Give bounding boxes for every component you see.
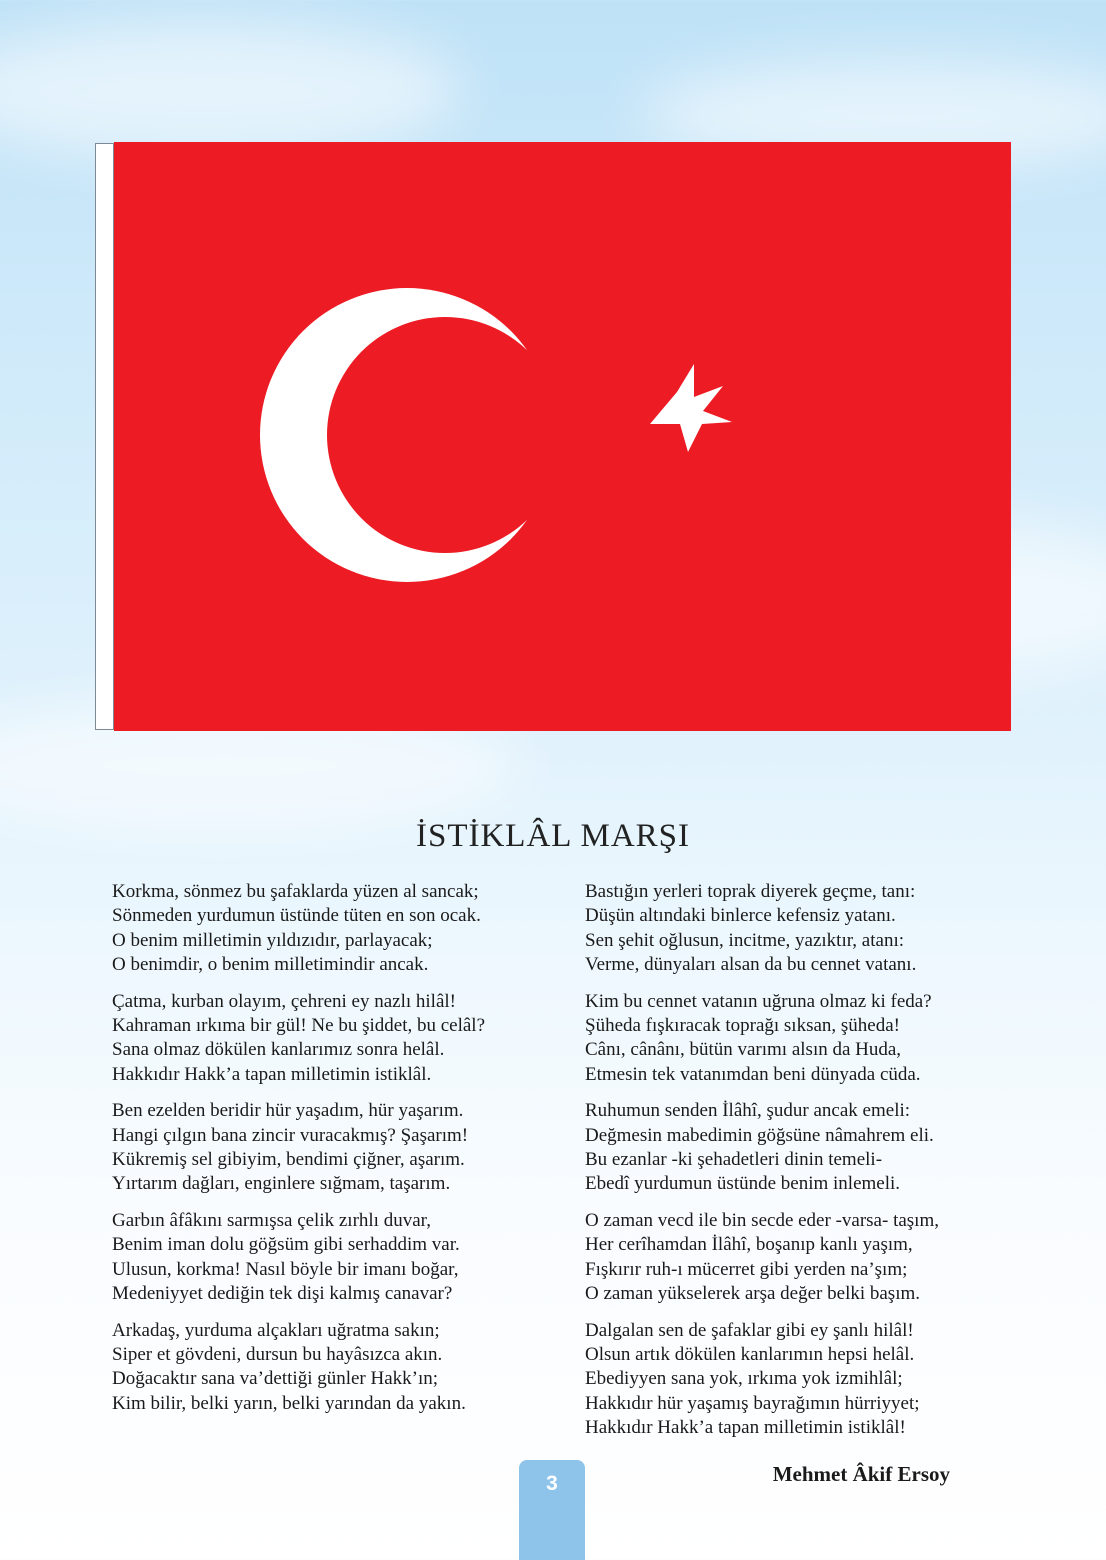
- stanza: [585, 1099, 1055, 1196]
- verse-line: Etmesin tek vatanımdan beni dünyada cüda.: [585, 1063, 921, 1085]
- verse-line: Benim iman dolu göğsüm gibi serhaddim var.: [112, 1234, 460, 1256]
- verse-line: Kükremiş sel gibiyim, bendimi çiğner, aşarım.: [112, 1148, 465, 1170]
- verse-line: O benimdir, o benim milletimindir ancak.: [112, 953, 429, 975]
- verse-line: Hakkıdır Hakk’a tapan milletimin istiklâl!: [585, 1416, 906, 1438]
- verse-line: Doğacaktır sana va’dettiği günler Hakk’ın;: [112, 1368, 439, 1390]
- verse-line: Hangi çılgın bana zincir vuracakmış? Şaşarım!: [112, 1124, 469, 1146]
- verse-line: O zaman yükselerek arşa değer belki başım.: [585, 1282, 921, 1304]
- verse-line: Ebedî yurdumun üstünde benim inlemeli.: [585, 1173, 901, 1195]
- verse-line: Değmesin mabedimin göğsüne nâmahrem eli.: [585, 1124, 934, 1146]
- verse-line: Hakkıdır Hakk’a tapan milletimin istiklâl.: [112, 1063, 432, 1085]
- verse-line: Ulusun, korkma! Nasıl böyle bir imanı boğar,: [112, 1258, 459, 1280]
- verse-line: Olsun artık dökülen kanlarımın hepsi helâl.: [585, 1344, 915, 1366]
- author-name: Mehmet Âkif Ersoy: [772, 1462, 950, 1486]
- page-number-tab: [519, 1460, 585, 1560]
- verse-line: Kahraman ırkıma bir gül! Ne bu şiddet, bu celâl?: [112, 1014, 486, 1036]
- verse-line: Ben ezelden beridir hür yaşadım, hür yaşarım.: [112, 1100, 464, 1122]
- verse-line: Düşün altındaki binlerce kefensiz yatanı.: [585, 905, 896, 927]
- verse-line: Cânı, cânânı, bütün varımı alsın da Huda,: [585, 1039, 902, 1061]
- verse-line: Fışkırır ruh-ı mücerret gibi yerden na’şım;: [585, 1258, 908, 1280]
- verse-line: Arkadaş, yurduma alçakları uğratma sakın;: [112, 1319, 440, 1341]
- stanza: [112, 1099, 582, 1196]
- sky-cloud: [0, 20, 460, 160]
- verse-line: Ebediyyen sana yok, ırkıma yok izmihlâl;: [585, 1368, 903, 1390]
- verse-line: Çatma, kurban olayım, çehreni ey nazlı hilâl!: [112, 990, 456, 1012]
- verse-line: O benim milletimin yıldızıdır, parlayacak;: [112, 929, 433, 951]
- verse-line: Dalgalan sen de şafaklar gibi ey şanlı hilâl!: [585, 1319, 914, 1341]
- verse-line: Her cerîhamdan İlâhî, boşanıp kanlı yaşım,: [585, 1234, 913, 1256]
- stanza: [585, 1209, 1055, 1306]
- stanza: [585, 1319, 1055, 1440]
- stanza: [585, 990, 1055, 1087]
- verse-line: Siper et gövdeni, dursun bu hayâsızca akın.: [112, 1344, 443, 1366]
- stanza: [585, 880, 1055, 977]
- verse-line: Garbın âfâkını sarmışsa çelik zırhlı duvar,: [112, 1210, 431, 1232]
- verse-line: Ruhumun senden İlâhî, şudur ancak emeli:: [585, 1100, 911, 1122]
- verse-line: Hakkıdır hür yaşamış bayrağımın hürriyyet;: [585, 1392, 920, 1414]
- flag-pole: [95, 143, 114, 730]
- stanza: [112, 1319, 582, 1416]
- verse-line: Kim bilir, belki yarın, belki yarından da yakın.: [112, 1392, 466, 1414]
- verse-line: Sana olmaz dökülen kanlarımız sonra helâl.: [112, 1039, 445, 1061]
- verse-line: Sen şehit oğlusun, incitme, yazıktır, atanı:: [585, 929, 905, 951]
- verse-line: Korkma, sönmez bu şafaklarda yüzen al sancak;: [112, 881, 479, 902]
- stanza: [112, 1209, 582, 1306]
- verse-line: Bastığın yerleri toprak diyerek geçme, tanı:: [585, 881, 916, 902]
- stanza: [112, 990, 582, 1087]
- poem-column-right: [585, 880, 1055, 1453]
- verse-line: Sönmeden yurdumun üstünde tüten en son ocak.: [112, 905, 481, 927]
- turkish-flag: [95, 142, 1011, 731]
- flag-field: [114, 142, 1011, 731]
- verse-line: Şüheda fışkıracak toprağı sıksan, şüheda!: [585, 1014, 900, 1036]
- verse-line: O zaman vecd ile bin secde eder -varsa- taşım,: [585, 1210, 939, 1232]
- verse-line: Bu ezanlar -ki şehadetleri dinin temeli-: [585, 1148, 883, 1170]
- verse-line: Kim bu cennet vatanın uğruna olmaz ki feda?: [585, 990, 932, 1012]
- verse-line: Verme, dünyaları alsan da bu cennet vatanı.: [585, 953, 917, 975]
- poem-column-left: [112, 880, 582, 1428]
- anthem-title: İSTİKLÂL MARŞI: [415, 818, 691, 854]
- verse-line: Yırtarım dağları, enginlere sığmam, taşarım.: [112, 1173, 451, 1195]
- page-number: 3: [546, 1472, 558, 1495]
- stanza: [112, 880, 582, 977]
- verse-line: Medeniyyet dediğin tek dişi kalmış canavar?: [112, 1282, 453, 1304]
